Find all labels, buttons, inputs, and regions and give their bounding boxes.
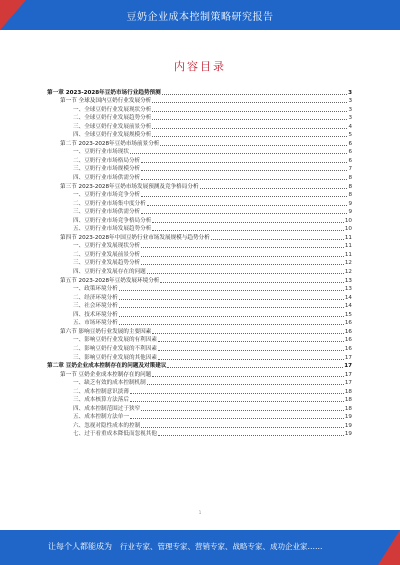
toc-entry-title: 二、经济环境分析 (73, 294, 118, 301)
toc-leader-dots (141, 427, 344, 428)
toc-entry[interactable] (47, 386, 352, 395)
toc-entry-title: 四、技术环境分析 (73, 311, 118, 318)
toc-entry[interactable] (47, 164, 352, 173)
toc-entry-page: 18 (344, 388, 352, 395)
toc-entry[interactable] (47, 190, 352, 199)
toc-entry[interactable] (47, 224, 352, 233)
toc-entry-title: 七、过于看重成本降低而忽视其他 (73, 431, 157, 438)
toc-leader-dots (152, 230, 344, 231)
toc-entry[interactable] (47, 215, 352, 224)
toc-leader-dots (158, 341, 344, 342)
document-title: 豆奶企业成本控制策略研究报告 (126, 12, 274, 23)
toc-leader-dots (152, 333, 344, 334)
toc-entry-page: 11 (344, 251, 352, 258)
toc-entry-title: 五、成本控制方法单一 (73, 414, 129, 421)
toc-leader-dots (119, 290, 344, 291)
toc-entry-page: 6 (348, 149, 352, 156)
toc-entry[interactable] (47, 361, 352, 370)
toc-leader-dots (147, 273, 344, 274)
toc-entry-page: 15 (344, 311, 352, 318)
toc-entry-title: 第五节 2023-2028年豆奶发展环境分析 (60, 277, 160, 284)
toc-entry-title: 三、豆奶行业市场供需分析 (73, 209, 141, 216)
toc-entry-title: 三、全球豆奶行业发展前景分析 (73, 123, 152, 130)
toc-leader-dots (152, 128, 347, 129)
toc-entry[interactable] (47, 318, 352, 327)
toc-entry-page: 17 (344, 371, 352, 378)
toc-leader-dots (119, 324, 344, 325)
toc-entry-title: 第一章 2023-2028年豆奶市场行业趋势预测 (47, 89, 161, 96)
toc-entry-title: 一、影响豆奶行业发展的有利因素 (73, 337, 157, 344)
toc-entry[interactable] (47, 207, 352, 216)
toc-entry[interactable] (47, 172, 352, 181)
toc-entry-page: 8 (348, 183, 352, 190)
toc-entry[interactable] (47, 198, 352, 207)
toc-leader-dots (160, 145, 347, 146)
toc-entry[interactable] (47, 326, 352, 335)
toc-entry[interactable] (47, 352, 352, 361)
toc-entry-page: 16 (344, 320, 352, 327)
toc-entry-title: 四、豆奶行业市场供需分析 (73, 175, 141, 182)
toc-entry-title: 三、成本核算方法落后 (73, 397, 129, 404)
toc-entry-page: 19 (344, 422, 352, 429)
toc-entry[interactable] (47, 258, 352, 267)
toc-leader-dots (167, 367, 343, 368)
toc-entry[interactable] (47, 335, 352, 344)
toc-entry-title: 五、市场环境分析 (73, 320, 118, 327)
toc-entry[interactable] (47, 130, 352, 139)
toc-leader-dots (147, 205, 348, 206)
toc-leader-dots (141, 162, 347, 163)
toc-entry[interactable] (47, 369, 352, 378)
toc-entry[interactable] (47, 96, 352, 105)
toc-entry-page: 3 (348, 115, 352, 122)
toc-entry-title: 一、豆奶行业市场竞争分析 (73, 192, 141, 199)
toc-entry[interactable] (47, 181, 352, 190)
toc-leader-dots (141, 256, 344, 257)
toc-entry[interactable] (47, 104, 352, 113)
toc-leader-dots (141, 247, 344, 248)
toc-entry-title: 二、豆奶行业发展前景分析 (73, 251, 141, 258)
toc-entry-page: 3 (348, 106, 352, 113)
toc-entry[interactable] (47, 309, 352, 318)
toc-entry-page: 17 (344, 380, 352, 387)
toc-entry-title: 二、豆奶行业市场格局分析 (73, 157, 141, 164)
toc-entry-title: 第六节 影响豆奶行业发展的主要因素 (60, 328, 152, 335)
toc-leader-dots (158, 359, 344, 360)
toc-leader-dots (158, 435, 344, 436)
toc-leader-dots (152, 376, 344, 377)
toc-entry-title: 四、成本控制范围过于狭窄 (73, 405, 141, 412)
toc-entry-title: 六、忽视对隐性成本的控制 (73, 422, 141, 429)
toc-leader-dots (152, 222, 344, 223)
toc-entry-page: 12 (344, 269, 352, 276)
toc-leader-dots (152, 111, 347, 112)
toc-entry[interactable] (47, 87, 352, 96)
toc-leader-dots (200, 188, 348, 189)
toc-entry-page: 6 (348, 157, 352, 164)
toc-entry-page: 16 (344, 337, 352, 344)
toc-entry[interactable] (47, 343, 352, 352)
toc-leader-dots (141, 264, 344, 265)
toc-entry-title: 二、影响豆奶行业发展的不利因素 (73, 345, 157, 352)
toc-leader-dots (141, 196, 347, 197)
toc-entry[interactable] (47, 232, 352, 241)
toc-entry-title: 第二章 豆奶企业成本控制存在的问题及对策建议 (47, 363, 167, 370)
footer-bar (0, 530, 400, 565)
footer-slogan: 让每个人都能成为 (48, 542, 112, 551)
toc-entry-title: 一、政策环境分析 (73, 286, 118, 293)
toc-entry[interactable] (47, 378, 352, 387)
toc-entry-title: 第二节 2023-2028年豆奶市场前景分析 (60, 140, 160, 147)
toc-entry[interactable] (47, 266, 352, 275)
toc-entry[interactable] (47, 121, 352, 130)
toc-entry-page: 13 (344, 277, 352, 284)
toc-entry-title: 第一节 豆奶企业成本控制存在的问题 (60, 371, 152, 378)
toc-entry-page: 16 (344, 328, 352, 335)
toc-leader-dots (211, 239, 344, 240)
toc-entry-title: 一、缺乏有效的成本控制机制 (73, 380, 146, 387)
toc-entry-page: 8 (348, 192, 352, 199)
toc-entry[interactable] (47, 155, 352, 164)
toc-entry-title: 三、豆奶行业市场规模分析 (73, 166, 141, 173)
page-number: 1 (198, 510, 202, 515)
toc-leader-dots (141, 179, 347, 180)
toc-entry-title: 二、成本控制意识淡薄 (73, 388, 129, 395)
toc-leader-dots (158, 350, 344, 351)
toc-entry[interactable] (47, 113, 352, 122)
toc-entry[interactable] (47, 249, 352, 258)
toc-entry[interactable] (47, 403, 352, 412)
toc-entry-page: 6 (348, 140, 352, 147)
toc-entry-page: 13 (344, 286, 352, 293)
toc-entry-page: 9 (348, 209, 352, 216)
toc-entry[interactable] (47, 412, 352, 421)
toc-entry-page: 4 (348, 123, 352, 130)
footer-tagline: 行业专家、管理专家、营销专家、战略专家、成功企业家…… (120, 542, 323, 551)
toc-entry-page: 7 (348, 166, 352, 173)
toc-leader-dots (130, 393, 344, 394)
toc-entry-page: 5 (348, 132, 352, 139)
toc-entry[interactable] (47, 395, 352, 404)
toc-leader-dots (130, 418, 344, 419)
toc-entry[interactable] (47, 284, 352, 293)
toc-leader-dots (162, 94, 347, 95)
toc-leader-dots (130, 153, 347, 154)
toc-entry-page: 8 (348, 175, 352, 182)
toc-entry-page: 10 (344, 217, 352, 224)
toc-leader-dots (152, 102, 347, 103)
toc-entry-page: 12 (344, 260, 352, 267)
toc-entry-page: 18 (344, 405, 352, 412)
toc-entry-title: 四、全球豆奶行业发展规模分析 (73, 132, 152, 139)
toc-entry-title: 一、豆奶行业发展现状分析 (73, 243, 141, 250)
toc-leader-dots (152, 136, 347, 137)
toc-entry-title: 五、豆奶行业市场发展趋势分析 (73, 226, 152, 233)
toc-entry-title: 四、豆奶行业发展存在的问题 (73, 269, 146, 276)
toc-leader-dots (152, 119, 347, 120)
toc-entry-title: 一、全球豆奶行业发展现状分析 (73, 106, 152, 113)
table-of-contents (47, 87, 352, 437)
toc-leader-dots (119, 307, 344, 308)
toc-leader-dots (147, 384, 344, 385)
toc-entry-page: 11 (344, 243, 352, 250)
toc-leader-dots (141, 410, 344, 411)
toc-leader-dots (141, 170, 347, 171)
toc-entry[interactable] (47, 138, 352, 147)
toc-entry-title: 三、社会环境分析 (73, 303, 118, 310)
toc-entry-page: 11 (344, 234, 352, 241)
toc-entry-title: 第一节 全球及国内豆奶行业发展分析 (60, 98, 152, 105)
toc-leader-dots (160, 282, 343, 283)
toc-entry-page: 14 (344, 303, 352, 310)
toc-entry-page: 17 (344, 354, 352, 361)
toc-entry-page: 18 (344, 397, 352, 404)
toc-entry-page: 19 (344, 431, 352, 438)
toc-entry-title: 一、豆奶行业市场现状 (73, 149, 129, 156)
toc-entry-page: 3 (348, 98, 352, 105)
toc-leader-dots (130, 401, 344, 402)
toc-entry-title: 第三节 2023-2028年豆奶市场发展预测及竞争格局分析 (60, 183, 199, 190)
toc-entry[interactable] (47, 301, 352, 310)
toc-leader-dots (119, 299, 344, 300)
toc-entry-title: 二、豆奶行业市场集中度分析 (73, 200, 146, 207)
toc-entry[interactable] (47, 275, 352, 284)
toc-leader-dots (119, 316, 344, 317)
toc-entry[interactable] (47, 292, 352, 301)
footer-accent (378, 530, 400, 565)
toc-entry[interactable] (47, 147, 352, 156)
toc-entry-title: 三、影响豆奶行业发展的其他因素 (73, 354, 157, 361)
toc-leader-dots (141, 213, 347, 214)
toc-entry-page: 14 (344, 294, 352, 301)
toc-entry-title: 二、全球豆奶行业发展趋势分析 (73, 115, 152, 122)
toc-entry-title: 第四节 2023-2028年中国豆奶行业市场发展规模与趋势分析 (60, 234, 210, 241)
toc-entry-title: 四、豆奶行业市场竞争格局分析 (73, 217, 152, 224)
toc-entry-page: 3 (348, 89, 352, 96)
toc-entry-page: 9 (348, 200, 352, 207)
toc-entry-page: 10 (344, 226, 352, 233)
toc-entry-page: 16 (344, 345, 352, 352)
toc-entry[interactable] (47, 420, 352, 429)
toc-entry[interactable] (47, 429, 352, 438)
header-bar (0, 0, 400, 30)
toc-entry[interactable] (47, 241, 352, 250)
toc-entry-page: 17 (344, 363, 352, 370)
toc-entry-title: 三、豆奶行业发展趋势分析 (73, 260, 141, 267)
toc-heading: 内容目录 (174, 60, 226, 73)
toc-entry-page: 19 (344, 414, 352, 421)
